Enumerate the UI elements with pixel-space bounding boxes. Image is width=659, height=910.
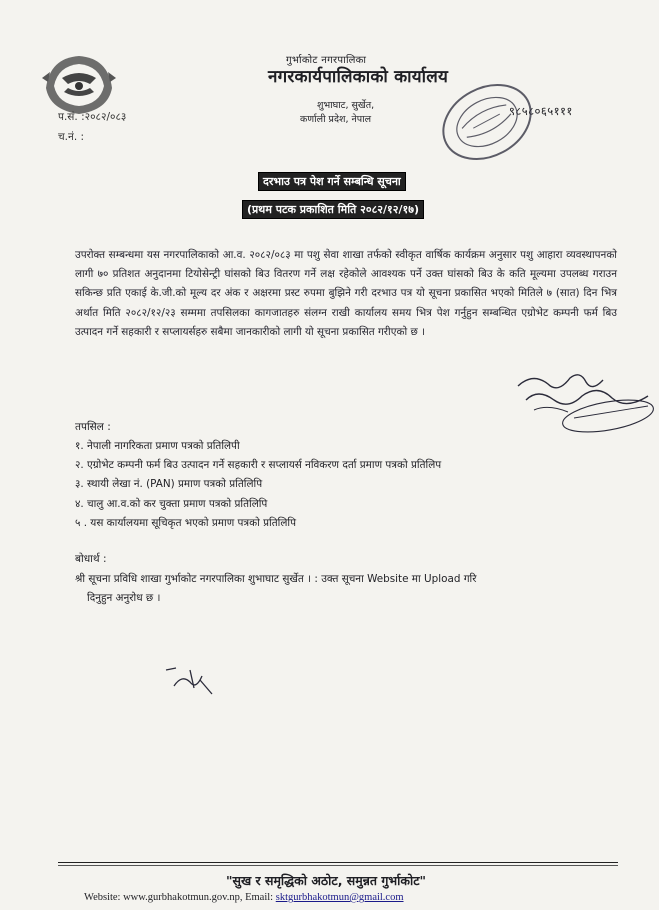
bodharth-line-2: दिनुहुन अनुरोध छ । (87, 592, 161, 604)
list-item: ३. स्थायी लेखा नं. (PAN) प्रमाण पत्रको प्रतिलिपि (75, 478, 263, 491)
address-line-2: कर्णाली प्रदेश, नेपाल (300, 114, 372, 125)
initial-signature (160, 660, 220, 700)
phone-number: ९८५८०६५१११ (509, 104, 573, 118)
address-line-1: शुभाघाट, सुर्खेत, (317, 100, 375, 111)
list-item (75, 570, 615, 608)
office-seal-stamp (432, 72, 542, 172)
list-item: २. एग्रोभेट कम्पनी फर्म बिउ उत्पादन गर्ने सहकारी र सप्लायर्स नविकरण दर्ता प्रमाण पत्रको प्रतिलिप (75, 459, 442, 472)
list-item: ५ . यस कार्यालयमा सूचिकृत भएको प्रमाण पत्रको प्रतिलिपि (75, 516, 296, 529)
office-title: नगरकार्यपालिकाको कार्यालय (268, 67, 449, 87)
website-text: Website: www.gurbhakotmun.gov.np, Email: (84, 892, 276, 903)
municipality-name: गुर्भाकोट नगरपालिका (286, 55, 367, 66)
tapasil-label: तपसिल : (75, 421, 111, 433)
email-link[interactable]: sktgurbhakotmun@gmail.com (275, 892, 404, 903)
publication-date: (प्रथम पटक प्रकाशित मिति २०८२/१२/१७) (242, 200, 424, 219)
list-item: १. नेपाली नागरिकता प्रमाण पत्रको प्रतिलिपी (75, 440, 240, 452)
tapasil-list (75, 437, 441, 533)
dispatch-number: च.नं. : (58, 131, 85, 143)
list-item: ४. चालु आ.व.को कर चुक्ता प्रमाण पत्रको प्रतिलिपि (75, 497, 268, 510)
footer-divider-thin (58, 865, 618, 866)
notice-body: उपरोक्त सम्बन्धमा यस नगरपालिकाको आ.व. २०८२/०८३ मा पशु सेवा शाखा तर्फको स्वीकृत वार्षिक कार्यक्रम अनुसार पशु आहारा व्यवस्थापनको लागी ७० प्रतिशत अनुदानमा टियोसेन्ट्री घांसको बिउ वितरण गर्ने लक्ष रहेकोले आवश्यक पर्ने उक्त घांसको बिउ के कति मूल्यमा उपलब्ध गराउन सकिन्छ प्रति एकाई के.जी.को मूल्य दर अंक र अक्षरमा प्रस्ट रुपमा बुझिने गरी दरभाउ पत्र यो सूचना प्रकासित भएको मितिले ७ (सात) दिन भित्र अर्थात मिति २०८२/१२/२३ सम्ममा तपसिलका कागजातहरु संलग्न राखी कार्यालय समय भित्र पेश गर्नुहुन सम्बन्धित एग्रोभेट कम्पनी फर्म बिउ उत्पादन गर्ने सहकारी र सप्लायर्सहरु सबैमा जानकारीको लागी यो सूचना प्रकासित गरीएको छ । (75, 249, 617, 338)
footer-divider (58, 862, 618, 863)
bodharth-list (75, 570, 615, 608)
municipality-emblem (40, 48, 118, 118)
bodharth-label: बोधार्थ : (75, 553, 107, 565)
footer-motto: "सुख र समृद्धिको अठोट, समुन्नत गुर्भाकोट" (226, 873, 427, 888)
officer-signature (508, 366, 658, 446)
footer-contact (84, 892, 404, 903)
bodharth-line-1: श्री सूचना प्रविधि शाखा गुर्भाकोट नगरपालिका शुभाघाट सुर्खेत । : उक्त सूचना Website मा Upload गरि (75, 573, 477, 585)
reference-number: प.सं. :२०८२/०८३ (58, 111, 127, 123)
notice-title: दरभाउ पत्र पेश गर्ने सम्बन्धि सूचना (258, 172, 406, 191)
